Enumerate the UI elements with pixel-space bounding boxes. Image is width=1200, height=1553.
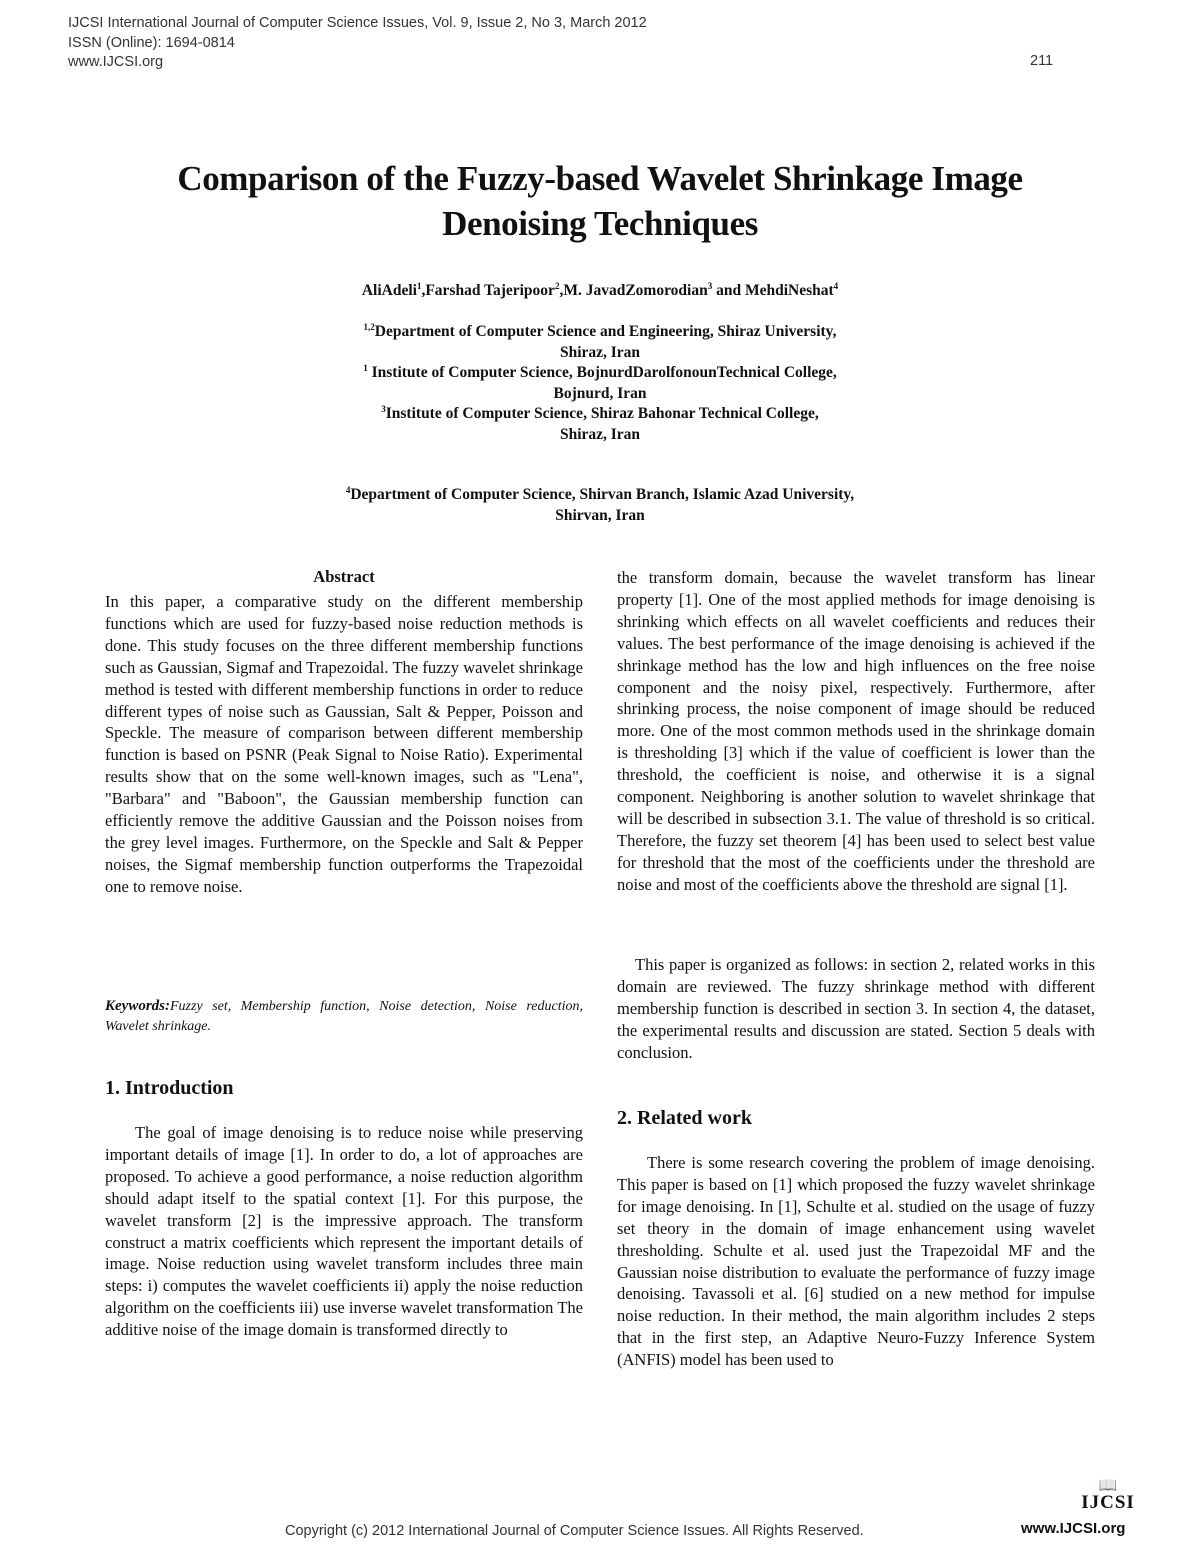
affiliation-line: Institute of Computer Science, BojnurdDarolfonounTechnical College,: [367, 364, 837, 381]
affiliation-sup: 1,2: [363, 321, 375, 332]
website-link[interactable]: www.IJCSI.org: [68, 54, 164, 70]
author-sup: 1: [416, 280, 422, 291]
title-line-2: Denoising Techniques: [442, 204, 758, 243]
continuation-text: the transform domain, because the wavelet transform has linear property [1]. One of the most applied methods for image denoising is shrinking which effects on all wavelet coefficients and reduces their values. The best performance of the image denoising is achieved if the shrinkage method has the low and high influences on the free noise component and the noisy pixel, respectively. Furthermore, after shrinking process, the noise component of image should be reduced more. One of the most common methods used in the shrinkage domain is thresholding [3] which if the value of coefficient is lower than the threshold, the coefficient is noise, and otherwise it is a signal component. Neighboring is another solution to wavelet shrinkage that will be described in subsection 3.1. The value of threshold is so critical. Therefore, the fuzzy set theorem [4] has been used to select best value for threshold that the most of the coefficients under the threshold are noise and most of the coefficients above the threshold are signal [1].: [617, 568, 1095, 894]
introduction-heading: 1. Introduction: [105, 1077, 234, 1099]
author-name: ,M. JavadZomorodian: [559, 282, 708, 299]
logo-text: IJCSI: [1081, 1492, 1135, 1513]
logo-url[interactable]: www.IJCSI.org: [1021, 1520, 1126, 1537]
abstract-text: In this paper, a comparative study on the different membership functions which are used for fuzzy-based noise reduction methods is done. This study focuses on the three different membership functions such as Gaussian, Sigmaf and Trapezoidal. The fuzzy wavelet shrinkage method is tested with different membership functions in order to reduce different types of noise such as Gaussian, Salt & Pepper, Poisson and Speckle. The measure of comparison between different membership function is based on PSNR (Peak Signal to Noise Ratio). Experimental results show that on the some well-known images, such as "Lena", "Barbara" and "Baboon", the Gaussian membership function can efficiently remove the additive Gaussian and the Poisson noises from the grey level images. Furthermore, on the Speckle and Salt & Pepper noises, the Sigmaf membership function outperforms the Trapezoidal one to remove noise.: [105, 592, 583, 896]
book-icon: 📖: [1098, 1478, 1118, 1494]
affiliation-sup: 3: [381, 403, 386, 414]
organization-text: This paper is organized as follows: in section 2, related works in this domain are reviewed. The fuzzy shrinkage method with different membership function is described in section 3. In section 4, the dataset, the experimental results and discussion are stated. Section 5 deals with conclusion.: [617, 955, 1095, 1062]
affiliation-2: [100, 363, 1100, 404]
related-work-body: [617, 1152, 1095, 1371]
introduction-text: The goal of image denoising is to reduce noise while preserving important details of image [1]. In order to do, a lot of approaches are proposed. To achieve a good performance, a noise reduction algorithm should adapt itself to the spatial context [1]. For this purpose, the wavelet transform [2] is the impressive approach. The transform construct a matrix coefficients which represent the important details of image. Noise reduction using wavelet transform includes three main steps: i) computes the wavelet coefficients ii) apply the noise reduction algorithm on the coefficients iii) use inverse wavelet transformation The additive noise of the image domain is transformed directly to: [105, 1123, 583, 1340]
affiliation-line: Shiraz, Iran: [559, 343, 641, 361]
related-work-heading: 2. Related work: [617, 1107, 752, 1129]
related-work-text: There is some research covering the problem of image denoising. This paper is based on [1] which proposed the fuzzy wavelet shrinkage for image denoising. In [1], Schulte et al. studied on the usage of fuzzy set theory in the domain of image enhancement using wavelet thresholding. Schulte et al. used just the Trapezoidal MF and the Gaussian noise distribution to evaluate the performance of fuzzy image denoising. Tavassoli et al. [6] studied on a new method for impulse noise reduction. In their method, the main algorithm includes 2 steps that in the first step, an Adaptive Neuro-Fuzzy Inference System (ANFIS) model has been used to: [617, 1153, 1095, 1370]
affiliation-line: Shirvan, Iran: [555, 506, 645, 524]
affiliation-sup: 1: [363, 362, 368, 373]
affiliation-sup: 4: [345, 484, 351, 495]
affiliation-line: Bojnurd, Iran: [553, 384, 647, 402]
abstract-heading: Abstract: [313, 567, 375, 586]
author-name: AliAdeli: [361, 282, 417, 299]
paper-title: [100, 156, 1100, 246]
introduction-body: [105, 1122, 583, 1341]
ijcsi-logo: [1068, 1478, 1148, 1512]
affiliation-line: Shiraz, Iran: [559, 425, 641, 443]
title-line-1: Comparison of the Fuzzy-based Wavelet Shrinkage Image: [177, 159, 1023, 198]
page-number: 211: [1030, 53, 1054, 69]
author-sup: 3: [707, 280, 713, 291]
copyright-footer: Copyright (c) 2012 International Journal of Computer Science Issues. All Rights Reserved.: [285, 1523, 864, 1539]
author-name: ,Farshad Tajeripoor: [421, 282, 555, 299]
author-name: and MehdiNeshat: [712, 282, 834, 299]
author-sup: 4: [833, 280, 839, 291]
affiliation-3: [100, 404, 1100, 445]
keywords-label: Keywords:: [105, 998, 170, 1014]
keywords-text: Fuzzy set, Membership function, Noise detection, Noise reduction, Wavelet shrinkage.: [105, 999, 583, 1034]
issn-line: ISSN (Online): 1694-0814: [68, 34, 235, 51]
affiliation-4: [100, 485, 1100, 526]
author-sup: 2: [554, 280, 560, 291]
right-column-continuation: [617, 567, 1095, 896]
affiliation-line: Department of Computer Science, Shirvan Branch, Islamic Azad University,: [350, 486, 855, 503]
author-list: [100, 282, 1100, 300]
running-header: [68, 14, 647, 73]
affiliation-1: [100, 322, 1100, 363]
journal-line: IJCSI International Journal of Computer Science Issues, Vol. 9, Issue 2, No 3, March 2012: [68, 15, 647, 31]
affiliation-line: Institute of Computer Science, Shiraz Bahonar Technical College,: [385, 405, 819, 422]
abstract-body: [105, 591, 583, 898]
keywords: [105, 996, 583, 1037]
organization-paragraph: [617, 954, 1095, 1064]
affiliation-line: Department of Computer Science and Engineering, Shiraz University,: [374, 323, 837, 340]
